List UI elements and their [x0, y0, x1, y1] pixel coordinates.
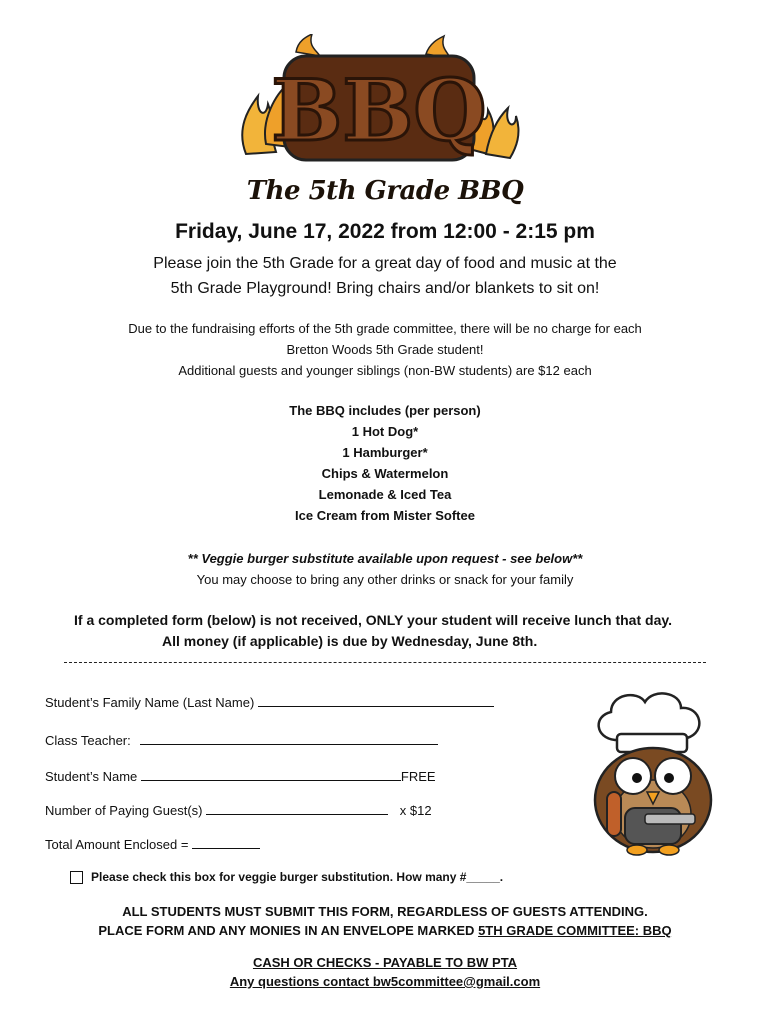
paying-guests-field[interactable]: Number of Paying Guest(s) x $12 [45, 803, 432, 818]
chef-owl-illustration [585, 688, 720, 858]
bbq-flame-logo [236, 34, 520, 168]
total-amount-field[interactable]: Total Amount Enclosed = [45, 835, 260, 852]
menu-item: Ice Cream from Mister Softee [295, 508, 475, 523]
funding-note: Due to the fundraising efforts of the 5th grade committee, there will be no charge for each Bretton Woods 5th Grade student! Additional guests and younger siblings (non-BW students) are $12 each [128, 321, 642, 378]
menu-heading: The BBQ includes (per person) [289, 403, 481, 418]
veggie-checkbox[interactable] [70, 871, 83, 884]
cut-line [64, 662, 706, 663]
family-name-field[interactable]: Student’s Family Name (Last Name) [45, 693, 494, 710]
class-teacher-field[interactable]: Class Teacher: [45, 731, 438, 748]
payment-info: CASH OR CHECKS - PAYABLE TO BW PTA Any questions contact bw5committee@gmail.com [0, 953, 770, 991]
submission-notice: ALL STUDENTS MUST SUBMIT THIS FORM, REGARDLESS OF GUESTS ATTENDING. PLACE FORM AND ANY MONIES IN AN ENVELOPE MARKED 5TH GRADE COMMITTEE: BBQ [98, 904, 672, 938]
chef-hat-icon [599, 693, 700, 752]
event-date: Friday, June 17, 2022 from 12:00 - 2:15 pm [175, 220, 595, 243]
form-warning: If a completed form (below) is not received, ONLY your student will receive lunch that day. All money (if applicable) is due by Wednesday, June 8th. [74, 612, 672, 649]
bbq-letters [271, 56, 486, 160]
menu-item: Chips & Watermelon [321, 466, 449, 481]
contact-email: Any questions contact bw5committee@gmail.com [229, 974, 541, 989]
invitation-text: Please join the 5th Grade for a great day of food and music at the 5th Grade Playground! Bring chairs and/or blankets to sit on! [153, 255, 617, 297]
menu-item: Lemonade & Iced Tea [318, 487, 452, 502]
menu-item: 1 Hamburger* [342, 445, 428, 460]
menu-list [0, 400, 770, 526]
event-title: The 5th Grade BBQ [246, 176, 524, 206]
student-name-field[interactable]: Student’s Name FREE [45, 769, 436, 784]
owl-icon [595, 748, 711, 855]
menu-item: 1 Hot Dog* [351, 424, 419, 439]
svg-text:BBQ: BBQ [271, 61, 487, 160]
veggie-note: ** Veggie burger substitute available upon request - see below** You may choose to bring any other drinks or snack for your family [187, 551, 583, 587]
veggie-checkbox-row[interactable]: Please check this box for veggie burger substitution. How many #_____. [70, 870, 503, 884]
